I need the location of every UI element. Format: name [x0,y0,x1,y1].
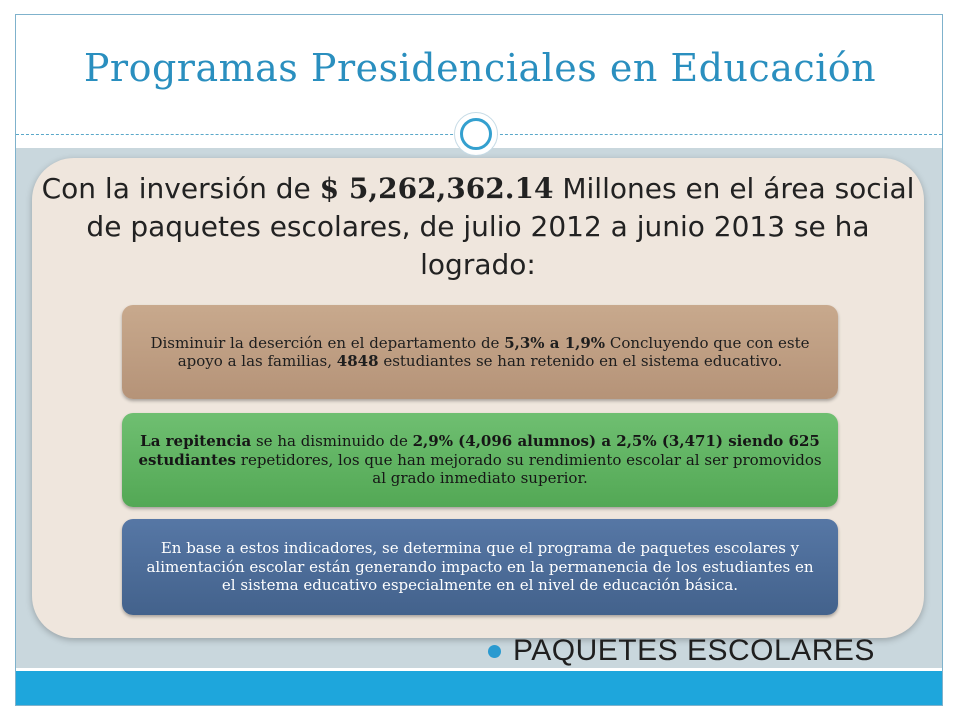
repetition-rates: 2,9% (4,096 alumnos) a 2,5% (3,471) siendo 625 estudiantes [138,432,820,469]
repetition-label: La repitencia [140,432,252,451]
headline-pre: Con la inversión de [41,172,320,205]
retained-students: 4848 [336,352,379,370]
desertion-text-2: Concluyendo que con este apoyo a las familias, [177,333,810,370]
bullet-dot-icon [488,645,501,658]
headline-post: Millones en el área social de paquetes escolares, de julio 2012 a junio 2013 se ha logrado: [86,172,915,281]
bullet-item [488,634,875,668]
repetition-text-1: se ha disminuido de [251,432,413,451]
bullet-label: PAQUETES ESCOLARES [513,634,875,667]
slide-title: Programas Presidenciales en Educación [83,46,877,90]
desertion-text-1: Disminuir la deserción en el departamento de [150,333,505,352]
investment-amount: $ 5,262,362.14 [319,172,554,205]
conclusion-box [122,519,838,615]
desertion-text-3: estudiantes se han retenido en el sistema educativo. [378,352,783,370]
bottom-bar [16,671,942,705]
desertion-box [122,305,838,399]
repetition-box [122,413,838,507]
investment-headline [36,170,920,284]
conclusion-text: En base a estos indicadores, se determina que el programa de paquetes escolares y alimentación escolar están generando impacto en la permanencia de los estudiantes en el sistema educativo especialmente en el nivel de educación básica. [146,539,814,595]
repetition-text-2: repetidores, los que han mejorado su rendimiento escolar al ser promovidos al grado inmediato superior. [236,450,822,488]
desertion-rate: 5,3% a 1,9% [504,333,606,352]
circle-ornament-icon [454,112,498,156]
